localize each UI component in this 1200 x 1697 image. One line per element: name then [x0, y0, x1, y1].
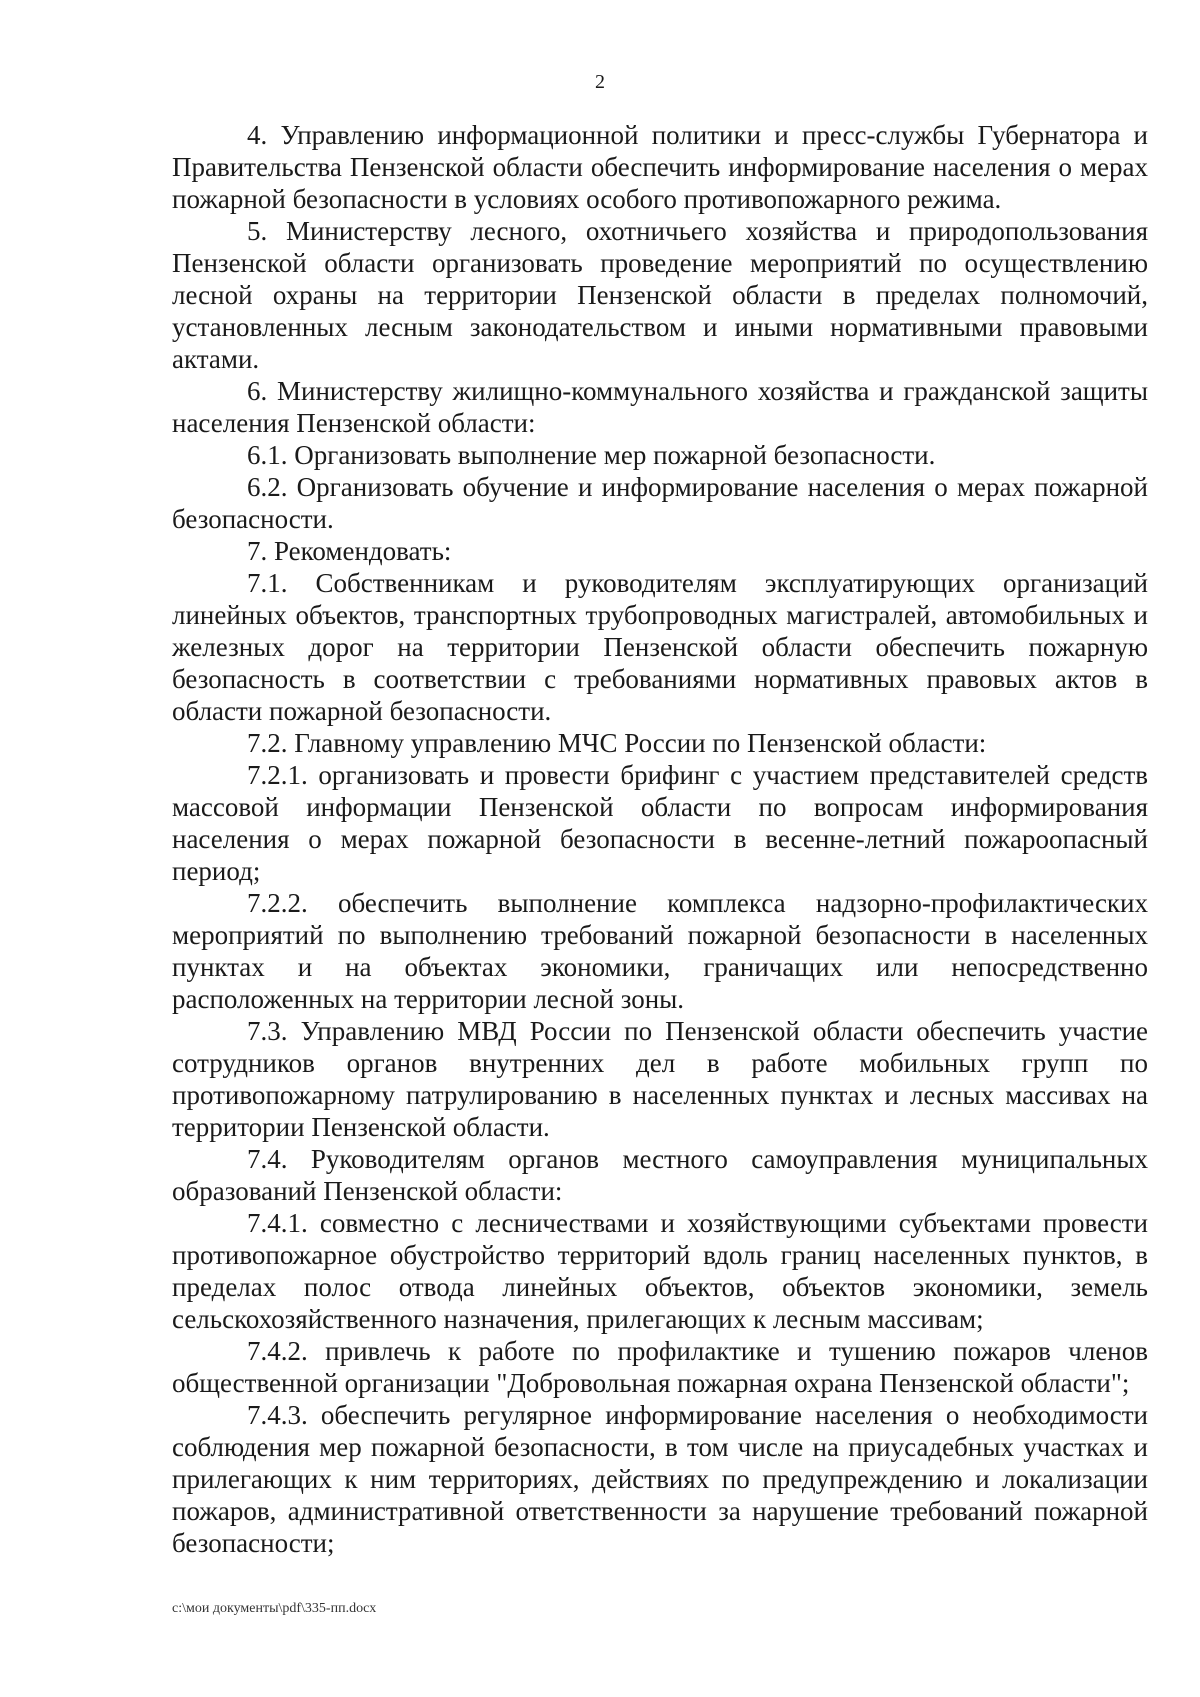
paragraph-7: 7. Рекомендовать:	[247, 536, 452, 566]
paragraph-7-4-1: 7.4.1. совместно с лесничествами и хозяйствующими субъектами провести противопожарное обустройство территорий вдоль границ населенных пунктов, в пределах полос отвода линейных объектов, объектов экономики, земель сельскохозяйственного назначения, прилегающих к лесным массивам;	[172, 1208, 1148, 1334]
paragraph-6: 6. Министерству жилищно-коммунального хозяйства и гражданской защиты населения Пензенской области:	[172, 376, 1148, 438]
paragraph-6-1: 6.1. Организовать выполнение мер пожарной безопасности.	[247, 440, 936, 470]
footer-file-path: c:\мои документы\pdf\335-пп.docx	[172, 1601, 377, 1616]
paragraph-5: 5. Министерству лесного, охотничьего хозяйства и природопользования Пензенской области организовать проведение мероприятий по осуществлению лесной охраны на территории Пензенской области в пределах полномочий, установленных лесным законодательством и иными нормативными правовыми актами.	[172, 216, 1148, 374]
paragraph-7-4-3: 7.4.3. обеспечить регулярное информирование населения о необходимости соблюдения мер пожарной безопасности, в том числе на приусадебных участках и прилегающих к ним территориях, действиях по предупреждению и локализации пожаров, административной ответственности за нарушение требований пожарной безопасности;	[172, 1400, 1148, 1558]
paragraph-7-4-2: 7.4.2. привлечь к работе по профилактике и тушению пожаров членов общественной организации "Добровольная пожарная охрана Пензенской области";	[172, 1336, 1148, 1398]
paragraph-7-2-2: 7.2.2. обеспечить выполнение комплекса надзорно-профилактических мероприятий по выполнению требований пожарной безопасности в населенных пунктах и на объектах экономики, граничащих или непосредственно расположенных на территории лесной зоны.	[172, 888, 1148, 1014]
paragraph-4: 4. Управлению информационной политики и пресс-службы Губернатора и Правительства Пензенской области обеспечить информирование населения о мерах пожарной безопасности в условиях особого противопожарного режима.	[172, 120, 1148, 214]
paragraph-7-4: 7.4. Руководителям органов местного самоуправления муниципальных образований Пензенской области:	[172, 1144, 1148, 1206]
paragraph-7-1: 7.1. Собственникам и руководителям эксплуатирующих организаций линейных объектов, транспортных трубопроводных магистралей, автомобильных и железных дорог на территории Пензенской области обеспечить пожарную безопасность в соответствии с требованиями нормативных правовых актов в области пожарной безопасности.	[172, 568, 1148, 726]
paragraph-7-2-1: 7.2.1. организовать и провести брифинг с участием представителей средств массовой информации Пензенской области по вопросам информирования населения о мерах пожарной безопасности в весенне-летний пожароопасный период;	[172, 760, 1148, 886]
paragraph-7-2: 7.2. Главному управлению МЧС России по Пензенской области:	[247, 728, 987, 758]
document-body	[172, 119, 1148, 1559]
page-number: 2	[595, 71, 605, 93]
paragraph-7-3: 7.3. Управлению МВД России по Пензенской области обеспечить участие сотрудников органов внутренних дел в работе мобильных групп по противопожарному патрулированию в населенных пунктах и лесных массивах на территории Пензенской области.	[172, 1016, 1148, 1142]
paragraph-6-2: 6.2. Организовать обучение и информирование населения о мерах пожарной безопасности.	[172, 472, 1148, 534]
